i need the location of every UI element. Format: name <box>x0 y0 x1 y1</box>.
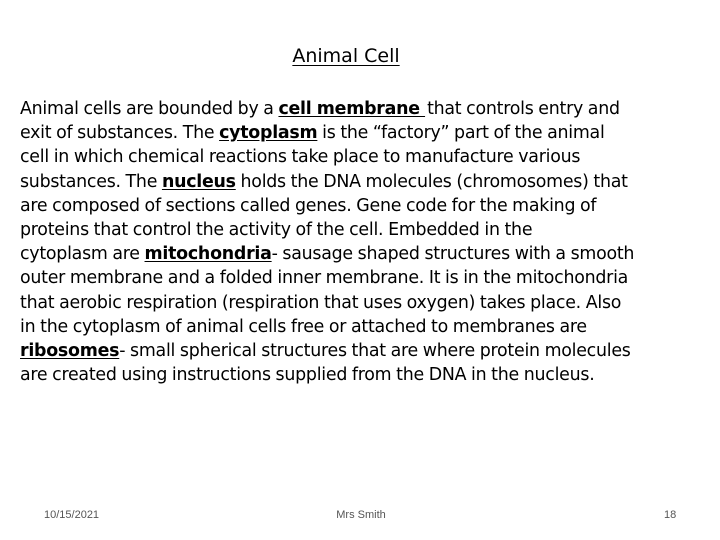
text-run: is the “factory” part of the animal <box>317 123 605 144</box>
text-run: that controls entry and <box>427 99 620 119</box>
paragraph-line: proteins that control the activity of the cell. Embedded in the <box>20 220 533 241</box>
paragraph-line: are composed of sections called genes. Gene code for the making of <box>20 195 597 216</box>
body-paragraph <box>20 97 692 387</box>
paragraph-line: that aerobic respiration (respiration that uses oxygen) takes place. Also <box>20 292 622 313</box>
paragraph-line: outer membrane and a folded inner membrane. It is in the mitochondria <box>20 268 629 289</box>
term-mitochondria: mitochondria <box>144 244 272 265</box>
footer-page-number: 18 <box>664 509 677 521</box>
slide-title: Animal Cell <box>292 45 400 67</box>
term-cell-membrane: cell membrane <box>278 99 426 119</box>
paragraph-line <box>20 339 692 363</box>
text-run: holds the DNA molecules (chromosomes) that <box>235 171 628 192</box>
text-run: exit of substances. The <box>20 123 220 144</box>
footer-date: 10/15/2021 <box>44 509 100 521</box>
paragraph-line <box>20 121 692 145</box>
term-cytoplasm: cytoplasm <box>219 123 318 144</box>
paragraph-line <box>20 242 692 266</box>
footer-author: Mrs Smith <box>336 509 386 521</box>
text-run: Animal cells are bounded by a <box>20 99 279 119</box>
text-run: - small spherical structures that are where protein molecules <box>119 341 631 362</box>
text-run: cytoplasm are <box>20 244 145 265</box>
text-run: - sausage shaped structures with a smooth <box>271 244 635 265</box>
text-run: substances. The <box>20 171 162 192</box>
paragraph-line: in the cytoplasm of animal cells free or attached to membranes are <box>20 316 587 337</box>
term-nucleus: nucleus <box>161 171 236 192</box>
paragraph-line <box>20 97 692 121</box>
term-ribosomes: ribosomes <box>20 341 120 362</box>
paragraph-line: cell in which chemical reactions take place to manufacture various <box>20 147 581 168</box>
paragraph-line: are created using instructions supplied from the DNA in the nucleus. <box>20 365 595 386</box>
paragraph-line <box>20 170 692 194</box>
